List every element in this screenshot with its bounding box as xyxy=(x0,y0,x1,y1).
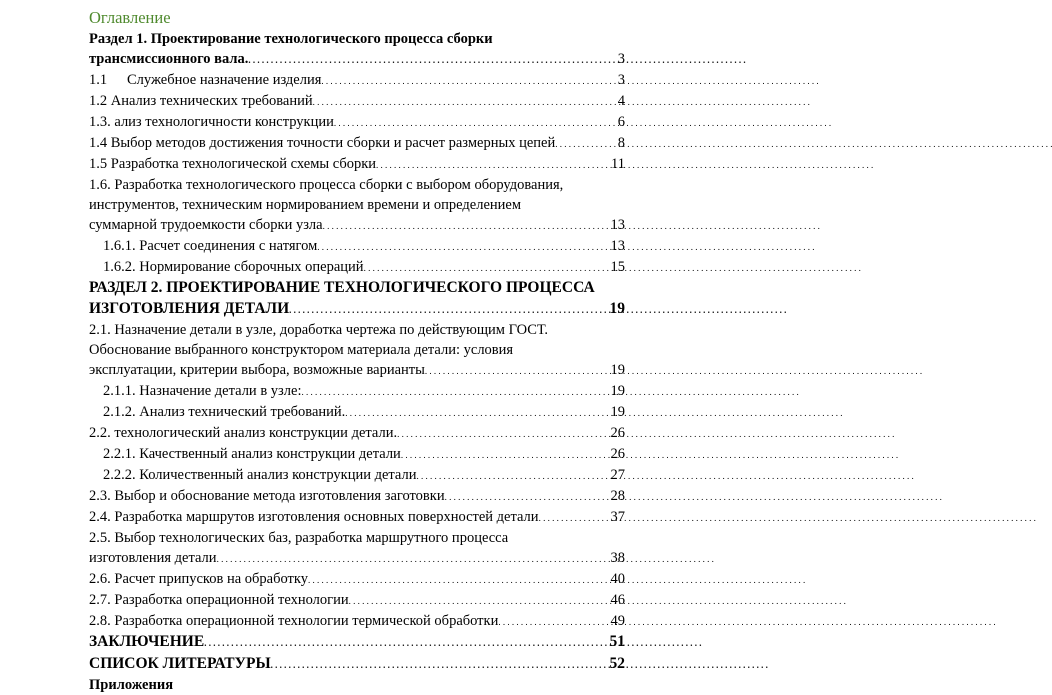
toc-entry-conclusion[interactable] xyxy=(89,632,625,654)
toc-entry-title: 2.2. технологический анализ конструкции детали. xyxy=(89,425,398,441)
toc-entry-title-line: 2.1. Назначение детали в узле, доработка чертежа по действующим ГОСТ. Обоснование выбранного конструктором материала детали: условия xyxy=(89,322,548,358)
toc-entry-title: 2.2.1. Качественный анализ конструкции детали xyxy=(103,446,401,462)
toc-page-number: 26 xyxy=(610,446,625,462)
toc-entry-1-4[interactable] xyxy=(89,133,625,154)
toc-page-number: 13 xyxy=(610,238,625,254)
toc-entry-title: СПИСОК ЛИТЕРАТУРЫ xyxy=(89,654,271,672)
toc-page-number: 19 xyxy=(610,404,625,420)
toc-entry-title-line: РАЗДЕЛ 2. ПРОЕКТИРОВАНИЕ ТЕХНОЛОГИЧЕСКОГО ПРОЦЕССА xyxy=(89,279,595,296)
toc-entry-section-2[interactable] xyxy=(89,278,625,320)
toc-entry-2-1[interactable] xyxy=(89,320,625,381)
dot-leader xyxy=(271,654,608,676)
toc-entry-title: суммарной трудоемкости сборки узла xyxy=(89,217,323,233)
toc-entry-title: Приложения xyxy=(89,677,174,693)
toc-entry-2-2-2[interactable] xyxy=(89,465,625,486)
toc-entry-title: 2.1.1. Назначение детали в узле: xyxy=(103,383,302,399)
toc-entry-2-8[interactable] xyxy=(89,611,625,632)
toc-entry-2-1-2[interactable] xyxy=(89,402,625,423)
toc-page-number: 19 xyxy=(610,362,625,378)
dot-leader xyxy=(317,236,608,257)
toc-entry-2-1-1[interactable] xyxy=(89,381,625,402)
toc-entry-title-line: 2.5. Выбор технологических баз, разработка маршрутного процесса xyxy=(89,530,509,546)
dot-leader xyxy=(397,423,608,444)
toc-page-number: 38 xyxy=(610,550,625,566)
toc-entry-2-7[interactable] xyxy=(89,590,625,611)
toc-entry-title: 1.6.1. Расчет соединения с натягом xyxy=(103,238,318,254)
toc-page-number: 27 xyxy=(610,467,625,483)
toc-entry-1-2[interactable] xyxy=(89,91,625,112)
dot-leader xyxy=(539,507,609,528)
toc-entry-2-4[interactable] xyxy=(89,507,625,528)
toc-entry-title: 1.6.2. Нормирование сборочных операций xyxy=(103,259,364,275)
table-of-contents xyxy=(89,29,625,695)
toc-entry-title: 2.4. Разработка маршрутов изготовления основных поверхностей детали xyxy=(89,509,539,525)
toc-entry-title: 2.6. Расчет припусков на обработку xyxy=(89,571,308,587)
toc-entry-title: 1.4 Выбор методов достижения точности сборки и расчет размерных цепей xyxy=(89,135,556,151)
dot-leader xyxy=(349,590,609,611)
dot-leader xyxy=(204,632,607,654)
toc-entry-title-line: 1.6. Разработка технологического процесса сборки с выбором оборудования, инструментов, техническим нормированием времени и определением xyxy=(89,177,564,213)
toc-entry-references[interactable] xyxy=(89,654,625,676)
toc-page-number: 19 xyxy=(609,299,625,317)
toc-entry-title: 2.1.2. Анализ технический требований. xyxy=(103,404,346,420)
dot-leader xyxy=(376,154,609,175)
dot-leader xyxy=(321,70,615,91)
dot-leader xyxy=(555,133,616,154)
dot-leader xyxy=(323,215,609,236)
toc-entry-title-line: Раздел 1. Проектирование технологического процесса сборки xyxy=(89,31,493,47)
toc-entry-number: 1.1 xyxy=(89,72,108,88)
toc-page-number: 4 xyxy=(617,93,625,109)
toc-page-number: 40 xyxy=(610,571,625,587)
dot-leader xyxy=(308,569,609,590)
toc-entry-title: ИЗГОТОВЛЕНИЯ ДЕТАЛИ xyxy=(89,299,290,317)
toc-entry-title: ЗАКЛЮЧЕНИЕ xyxy=(89,633,205,650)
dot-leader xyxy=(498,611,608,632)
toc-page-number: 6 xyxy=(617,114,625,130)
toc-page-number: 49 xyxy=(610,613,625,629)
toc-page-number: 8 xyxy=(617,135,625,151)
toc-page-number: 26 xyxy=(610,425,625,441)
toc-entry-2-5[interactable] xyxy=(89,528,625,569)
dot-leader xyxy=(217,548,609,569)
toc-page-number: 37 xyxy=(610,509,625,525)
toc-entry-1-5[interactable] xyxy=(89,154,625,175)
toc-page-number: 15 xyxy=(610,259,625,275)
toc-entry-title: Служебное назначение изделия xyxy=(127,72,322,88)
toc-entry-2-3[interactable] xyxy=(89,486,625,507)
toc-entry-1-6[interactable] xyxy=(89,175,625,236)
toc-entry-2-2[interactable] xyxy=(89,423,625,444)
toc-entry-title: 2.3. Выбор и обоснование метода изготовления заготовки xyxy=(89,488,445,504)
toc-entry-1-6-2[interactable] xyxy=(89,257,625,278)
toc-entry-title: 1.2 Анализ технических требований xyxy=(89,93,313,109)
toc-page-number: 13 xyxy=(610,217,625,233)
toc-entry-section-1[interactable] xyxy=(89,29,625,70)
toc-entry-2-6[interactable] xyxy=(89,569,625,590)
toc-entry-title: 2.8. Разработка операционной технологии термической обработки xyxy=(89,613,499,629)
dot-leader xyxy=(289,299,607,321)
toc-entry-title: трансмиссионного вала. xyxy=(89,51,249,67)
toc-page-number: 51 xyxy=(609,633,625,650)
toc-entry-1-6-1[interactable] xyxy=(89,236,625,257)
dot-leader xyxy=(401,444,609,465)
dot-leader xyxy=(425,360,609,381)
toc-entry-title: изготовления детали xyxy=(89,550,217,566)
dot-leader xyxy=(248,49,615,70)
toc-entry-title: 2.2.2. Количественный анализ конструкции детали xyxy=(103,467,417,483)
toc-page-number: 3 xyxy=(617,72,625,88)
dot-leader xyxy=(345,402,608,423)
toc-entry-appendices[interactable] xyxy=(89,675,625,695)
toc-entry-1-3[interactable] xyxy=(89,112,625,133)
toc-entry-title: 2.7. Разработка операционной технологии xyxy=(89,592,349,608)
toc-entry-2-2-1[interactable] xyxy=(89,444,625,465)
toc-page-number: 46 xyxy=(610,592,625,608)
dot-leader xyxy=(445,486,609,507)
dot-leader xyxy=(301,381,608,402)
toc-page-number: 3 xyxy=(617,51,625,67)
dot-leader xyxy=(364,257,609,278)
dot-leader xyxy=(334,112,616,133)
toc-page-number: 11 xyxy=(611,156,625,172)
toc-heading: Оглавление xyxy=(89,8,171,27)
dot-leader xyxy=(313,91,616,112)
toc-page-number: 28 xyxy=(610,488,625,504)
dot-leader xyxy=(416,465,608,486)
toc-entry-title: 1.3. ализ технологичности конструкции xyxy=(89,114,334,130)
toc-entry-1-1[interactable] xyxy=(89,70,625,91)
toc-entry-title: 1.5 Разработка технологической схемы сборки xyxy=(89,156,377,172)
toc-page-number: 52 xyxy=(609,654,625,672)
toc-page-number: 19 xyxy=(610,383,625,399)
toc-entry-title: эксплуатации, критерии выбора, возможные варианты xyxy=(89,362,425,378)
